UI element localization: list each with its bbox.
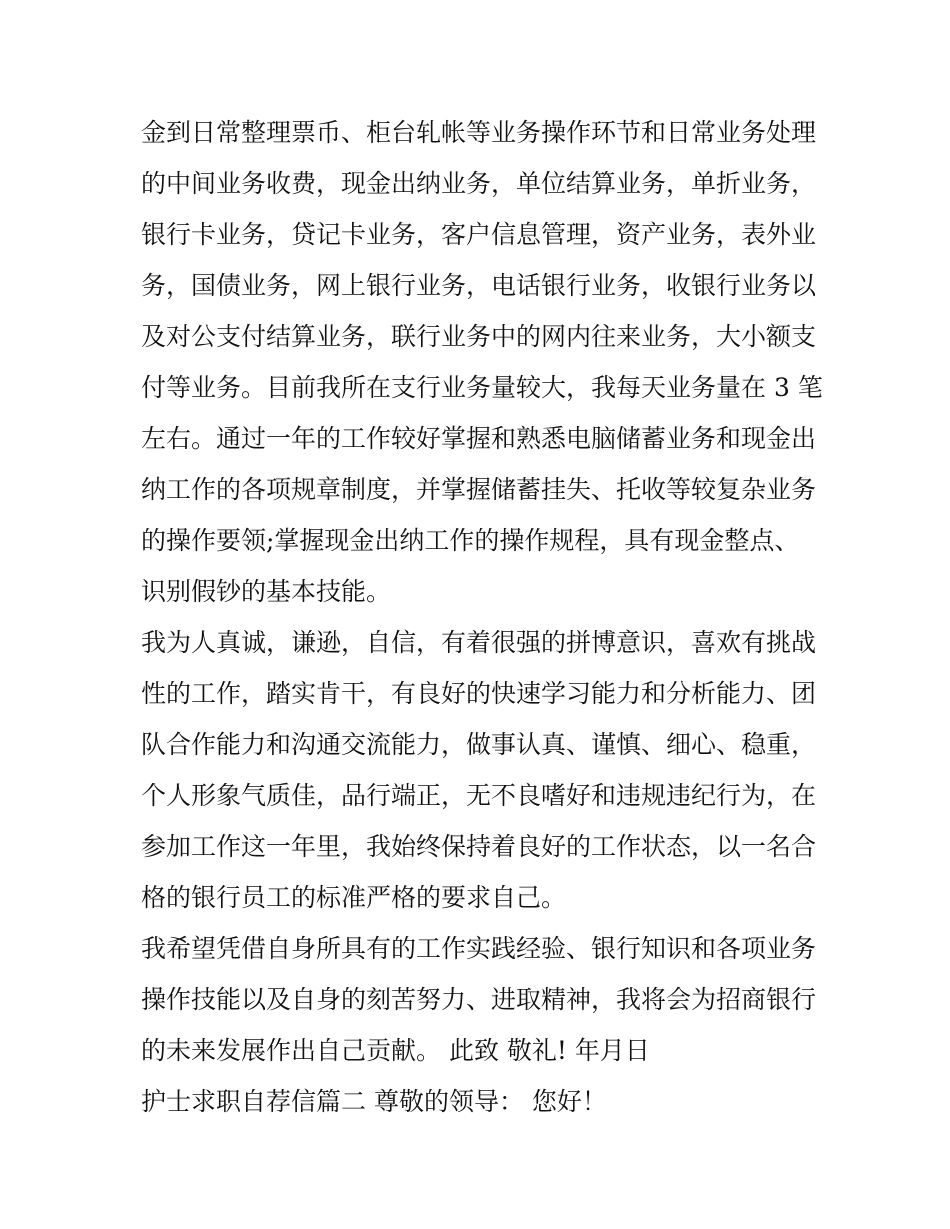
- text-line-13: 队合作能力和沟通交流能力，做事认真、谨慎、细心、稳重，: [141, 730, 817, 759]
- text-line-12: 性的工作，踏实肯干，有良好的快速学习能力和分析能力、团: [141, 679, 817, 708]
- text-line-9: 的操作要领;掌握现金出纳工作的操作规程，具有现金整点、: [141, 526, 800, 555]
- document-body: [141, 107, 821, 1127]
- text-line-19: 的未来发展作出自己贡献。 此致 敬礼! 年月日: [141, 1036, 650, 1065]
- text-line-15: 参加工作这一年里，我始终保持着良好的工作状态，以一名合: [141, 832, 817, 861]
- text-line-5: 及对公支付结算业务，联行业务中的网内往来业务，大小额支: [141, 322, 817, 351]
- text-line-8: 纳工作的各项规章制度，并掌握储蓄挂失、托收等较复杂业务: [141, 475, 817, 504]
- text-line-7: 左右。通过一年的工作较好掌握和熟悉电脑储蓄业务和现金出: [141, 424, 817, 453]
- text-line-1: 金到日常整理票币、柜台轧帐等业务操作环节和日常业务处理: [141, 118, 817, 147]
- text-line-4: 务，国债业务，网上银行业务，电话银行业务，收银行业务以: [141, 271, 817, 300]
- text-line-16: 格的银行员工的标准严格的要求自己。: [141, 883, 567, 912]
- text-line-17: 我希望凭借自身所具有的工作实践经验、银行知识和各项业务: [141, 934, 817, 963]
- text-line-11: 我为人真诚，谦逊，自信，有着很强的拼博意识，喜欢有挑战: [141, 628, 817, 657]
- text-line-2: 的中间业务收费，现金出纳业务，单位结算业务，单折业务，: [141, 169, 817, 198]
- text-line-20: 护士求职自荐信篇二 尊敬的领导： 您好！: [141, 1087, 607, 1116]
- text-line-14: 个人形象气质佳，品行端正，无不良嗜好和违规违纪行为，在: [141, 781, 817, 810]
- text-line-6: 付等业务。目前我所在支行业务量较大，我每天业务量在 3 笔: [141, 373, 823, 402]
- text-line-18: 操作技能以及自身的刻苦努力、进取精神，我将会为招商银行: [141, 985, 817, 1014]
- text-line-10: 识别假钞的基本技能。: [141, 577, 392, 606]
- text-line-3: 银行卡业务，贷记卡业务，客户信息管理，资产业务，表外业: [141, 220, 817, 249]
